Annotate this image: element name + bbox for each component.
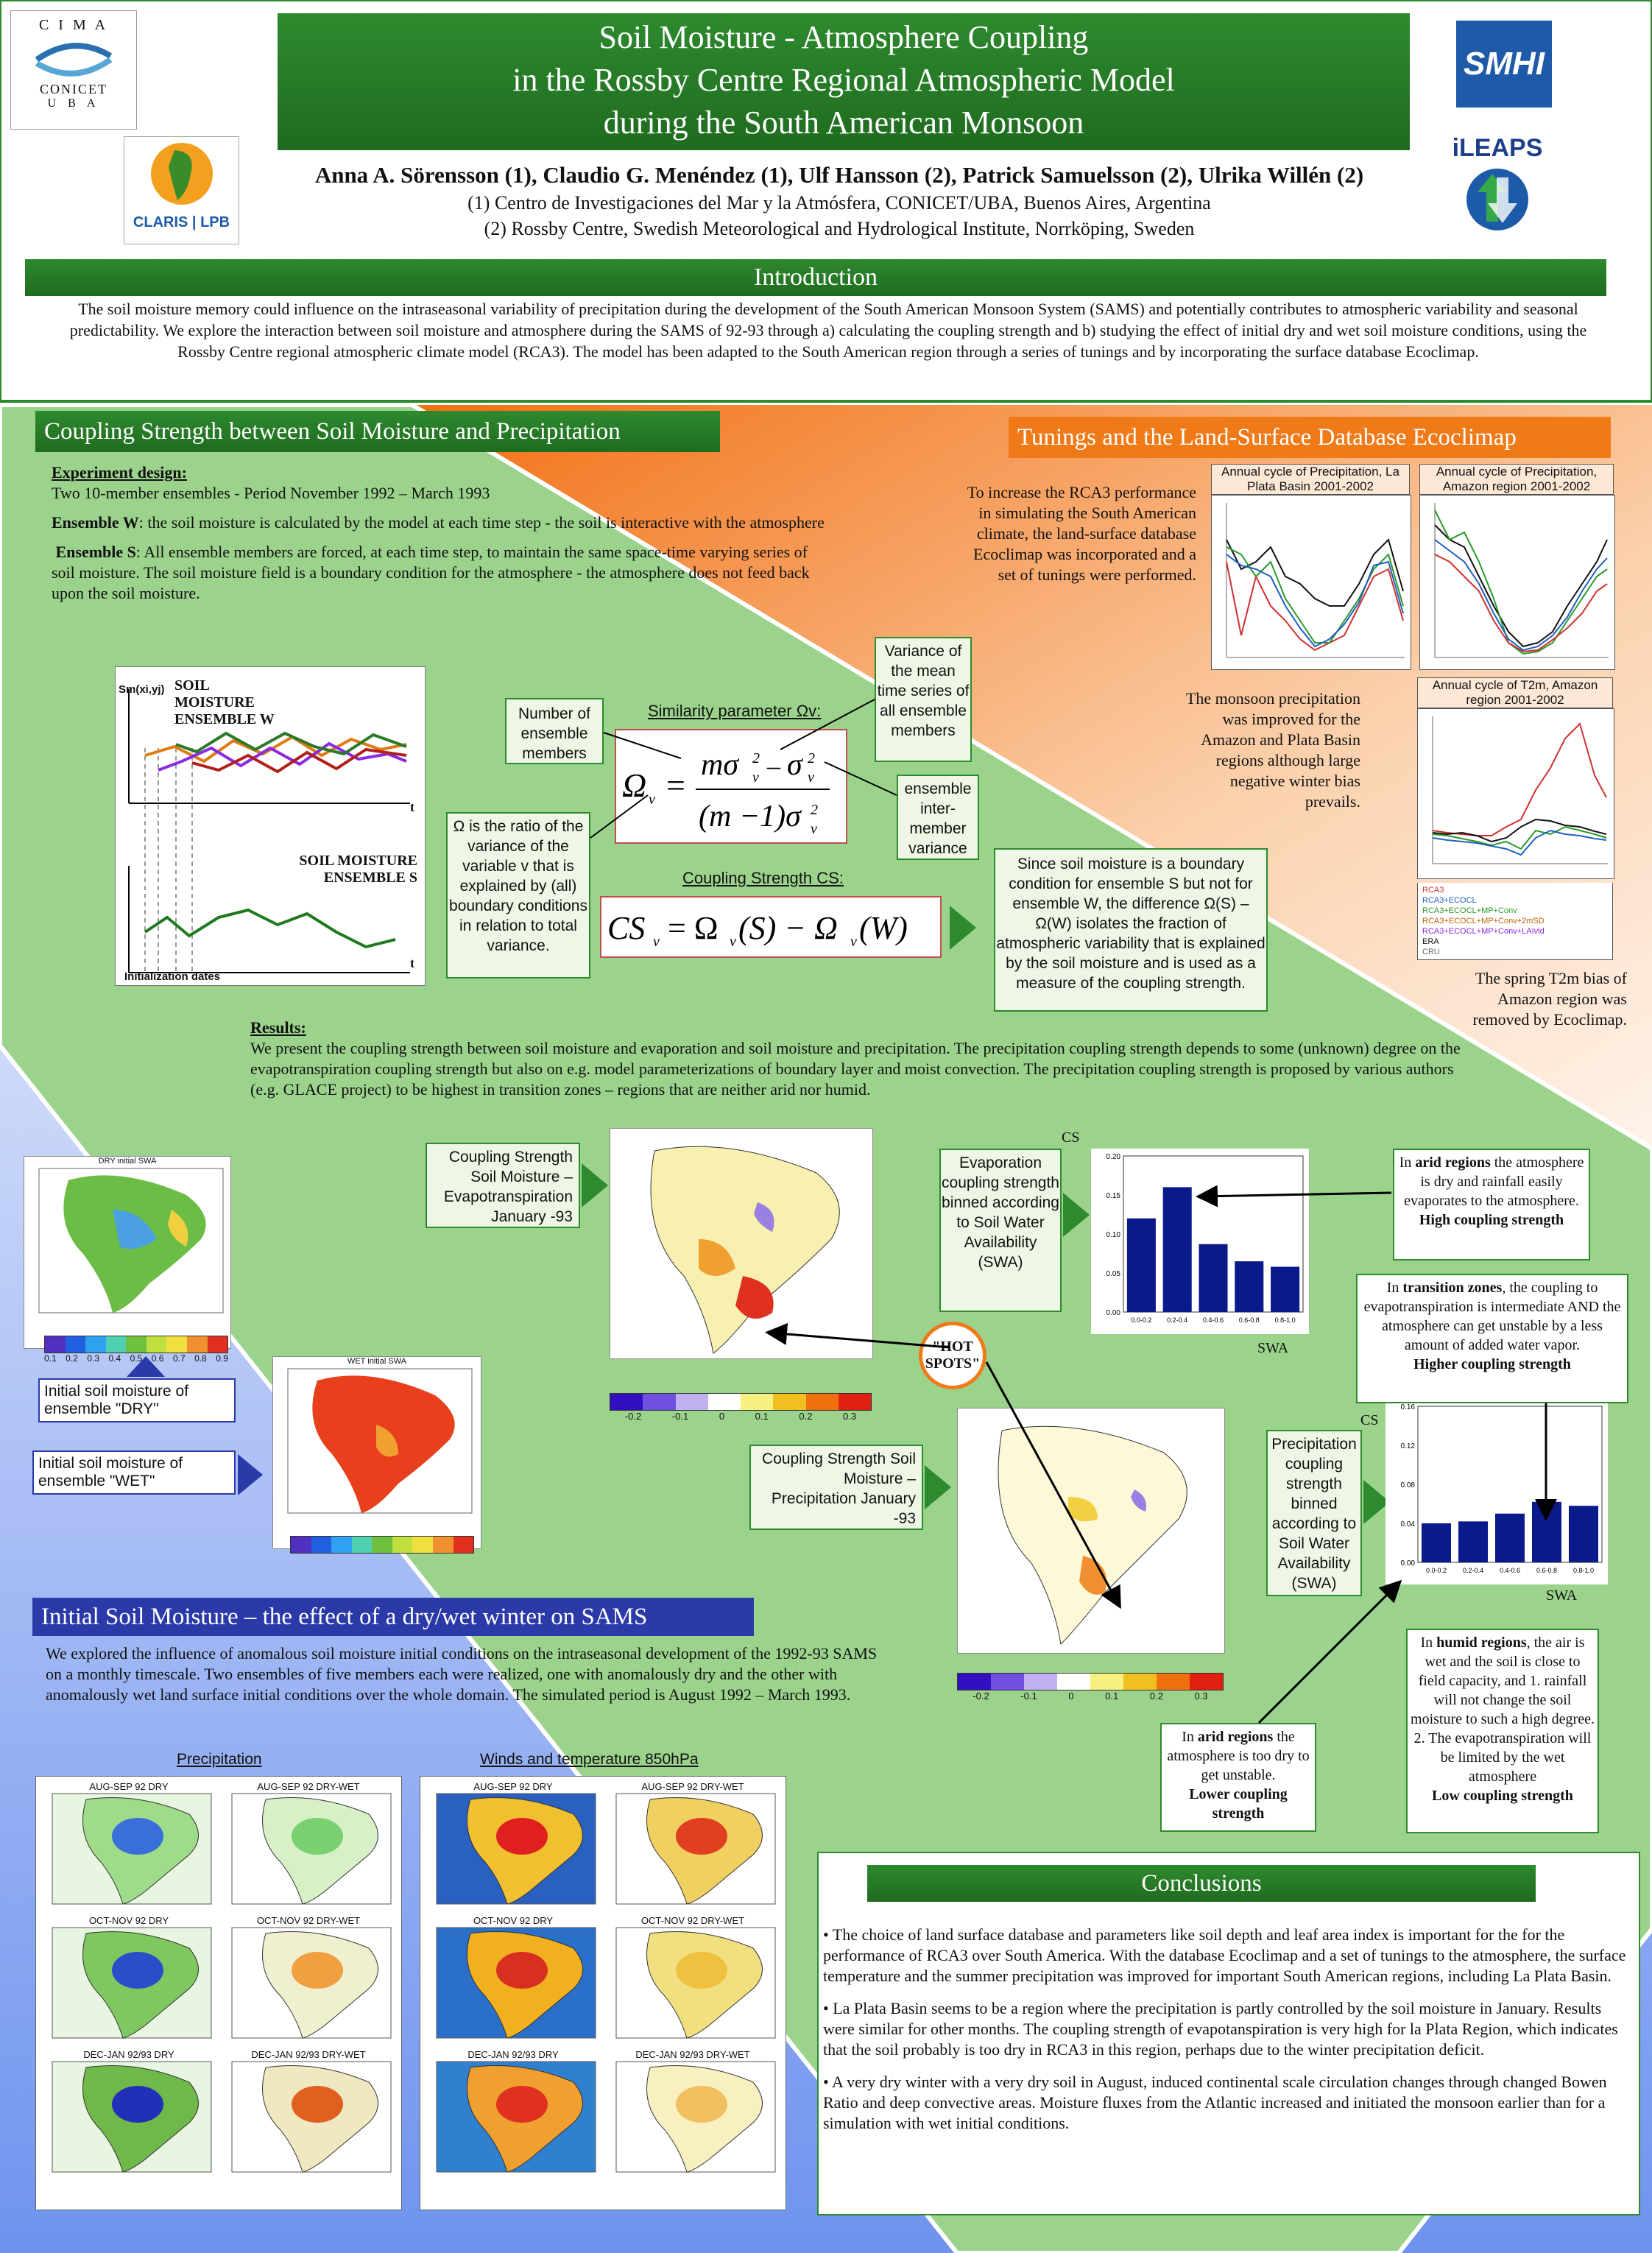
transition-pre: In <box>1386 1280 1403 1296</box>
evap-binned-box: Evaporation coupling strength binned according to Soil Water Availability (SWA) <box>939 1149 1062 1312</box>
schematic-t-label-w: t <box>410 800 414 814</box>
precipitation-panels <box>35 1776 402 2210</box>
tunings-heading: Tunings and the Land-Surface Database Ecoclimap <box>1009 417 1611 458</box>
title-line-3: during the South American Monsoon <box>603 105 1084 141</box>
legend-item: RCA3+ECOCL+MP+Conv+LAIvld <box>1422 927 1545 936</box>
initial-text: We explored the influence of anomalous soil moisture initial conditions on the intraseasonal development of the 1992-93 SAMS on a monthly timescale. Two ensembles of five members each were realized, one with anomalously dry and the other with anomalously wet land surface initial conditions over the whole domain. The simulated period is August 1992 – March 1993. <box>46 1644 878 1704</box>
y-tick-label: 0.08 <box>1400 1481 1415 1489</box>
cbar-label: 0.2 <box>66 1353 78 1364</box>
cbar-label: 0.9 <box>216 1353 228 1364</box>
schematic-init-dates: Initialization dates <box>124 970 221 983</box>
svg-text:v: v <box>752 769 759 786</box>
svg-text:–: – <box>767 751 780 780</box>
transition-text: , the coupling to evapotranspiration is intermediate AND the atmosphere can get unstable by a less amount of added water vapor. <box>1363 1280 1621 1353</box>
intro-text: The soil moisture memory could influence on the intraseasonal variability of precipitation during the development of the South American Monsoon System (SAMS) and potentially contributes to atmospheric variability and seasonal predictability. We explore the interaction between soil moisture and atmosphere during the SAMS of 92-93 through a) calculating the coupling strength and b) studying the effect of initial dry and wet soil moisture conditions, using the Rossby Centre regional atmospheric climate model (RCA3). The model has been adapted to the South American region through a series of tunings and by incorporating the surface database Ecoclimap. <box>69 300 1587 361</box>
evap-cs-axis-label: CS <box>1062 1129 1080 1146</box>
chart-precip-amazon-title: Annual cycle of Precipitation, Amazon region 2001-2002 <box>1419 464 1614 495</box>
svg-text:v: v <box>649 791 655 808</box>
cbar-label: 0.5 <box>130 1353 143 1364</box>
map-panel-drawing <box>426 1792 600 1907</box>
arid-evap-conclusion: High coupling strength <box>1419 1212 1564 1228</box>
members-box: Number of ensemble members <box>505 698 604 764</box>
cbar-label: 0.3 <box>87 1353 99 1364</box>
svg-text:v: v <box>808 769 814 786</box>
intermember-box: ensemble inter-member variance <box>897 775 979 860</box>
cbar-label: 0.1 <box>44 1353 57 1364</box>
chart-t2m-amazon-title: Annual cycle of T2m, Amazon region 2001-2002 <box>1417 677 1613 708</box>
svg-text:mσ: mσ <box>701 748 739 782</box>
affiliation-2: (2) Rossby Centre, Swedish Meteorological and Hydrological Institute, Norrköping, Sweden <box>484 218 1195 239</box>
intro-heading: Introduction <box>25 259 1606 296</box>
map-panel-drawing <box>42 1926 216 2041</box>
map-panel-drawing <box>222 1792 395 1907</box>
map-panel-drawing <box>426 2060 600 2175</box>
chart-precip-laplata <box>1211 464 1410 670</box>
x-tick-label: 0.6-0.8 <box>1536 1567 1558 1574</box>
conclusions-list <box>823 1925 1630 2134</box>
svg-text:2: 2 <box>811 802 818 818</box>
map-panel <box>606 2049 780 2179</box>
variance-mean-box: Variance of the mean time series of all ensemble members <box>875 637 972 762</box>
cs-prec-label: Coupling Strength Soil Moisture – Precipitation January -93 <box>749 1445 923 1530</box>
map-panel-title: DEC-JAN 92/93 DRY <box>467 2049 559 2060</box>
humid-bold: humid regions <box>1436 1635 1527 1651</box>
y-tick-label: 0.05 <box>1106 1270 1120 1278</box>
arid-prec-bold: arid regions <box>1197 1729 1274 1745</box>
x-tick-label: 0.2-0.4 <box>1462 1567 1484 1574</box>
cbar-label: 0.3 <box>843 1411 857 1422</box>
svg-text:2: 2 <box>808 750 815 766</box>
prec-cs-axis-label: CS <box>1360 1412 1379 1428</box>
coupling-heading: Coupling Strength between Soil Moisture and Precipitation <box>35 411 720 452</box>
y-tick-label: 0.16 <box>1400 1403 1415 1411</box>
chart-precip-laplata-plot <box>1211 495 1411 670</box>
y-tick-label: 0.20 <box>1106 1153 1120 1161</box>
arid-evap-text: the atmosphere is dry and rainfall easily evaporates to the atmosphere. <box>1404 1154 1584 1209</box>
svg-text:v: v <box>653 934 660 950</box>
cbar-label: 0.3 <box>1194 1690 1208 1702</box>
cs-label: Coupling Strength CS: <box>682 869 844 887</box>
chart-precip-amazon-plot <box>1419 495 1615 670</box>
ensemble-w-text: : the soil moisture is calculated by the model at each time step - the soil is interactive with the atmosphere <box>138 513 825 532</box>
arid-evap-pre: In <box>1399 1154 1416 1171</box>
svg-text:CS: CS <box>607 910 646 946</box>
cbar-label: -0.1 <box>671 1411 689 1422</box>
svg-text:v: v <box>811 821 817 837</box>
precipitation-title: Precipitation <box>177 1751 262 1768</box>
map-panel-title: OCT-NOV 92 DRY-WET <box>256 1915 361 1926</box>
ensemble-s-text: : All ensemble members are forced, at each time step, to maintain the same space-time varying series of soil moisture. The soil moisture field is a boundary condition for the atmosphere - the atmosphere does not feed back upon the soil moisture. <box>52 543 810 602</box>
map-panel <box>606 1915 780 2045</box>
map-panel-title: OCT-NOV 92 DRY <box>473 1915 554 1926</box>
chart-precip-amazon <box>1419 464 1614 670</box>
conclusion-item: • A very dry winter with a very dry soil in August, induced continental scale circulation changes through changed Bowen Ratio and deep convective areas. Moisture fluxes from the Atlantic increased and initiated the monsoon earlier than for a simulation with wet initial conditions. <box>823 2073 1607 2132</box>
conclusion-item: • La Plata Basin seems to be a region where the precipitation is partly controlled by the soil moisture in January. Results were similar for other months. The coupling strength of evapotanspiration is very high for la Plata Region, which indicates that the soil probably is too dry in RCA3 in this region, perhaps due to the winter precipitation deficit. <box>823 1999 1618 2059</box>
similarity-label: Similarity parameter Ωv: <box>648 702 822 720</box>
prec-binned-box: Precipitation coupling strength binned according to Soil Water Availability (SWA) <box>1266 1430 1362 1596</box>
map-panel <box>606 1781 780 1911</box>
x-tick-label: 0.4-0.6 <box>1202 1316 1224 1324</box>
svg-text:(W): (W) <box>859 910 908 946</box>
map-panel-drawing <box>222 2060 395 2175</box>
tunings-text-1: To increase the RCA3 performance in simulating the South American climate, the land-surface database Ecoclimap was incorporated and a set of tunings were performed. <box>967 483 1196 584</box>
cbar-label: 0.2 <box>799 1411 813 1422</box>
ini-wet-label: Initial soil moisture of ensemble "WET" <box>32 1450 236 1495</box>
title-line-2: in the Rossby Centre Regional Atmospheric Model <box>512 62 1175 98</box>
cbar-label: 0.2 <box>1149 1690 1163 1702</box>
experiment-text: Two 10-member ensembles - Period November 1992 – March 1993 <box>52 484 490 502</box>
cbar-label: 0 <box>1068 1690 1074 1702</box>
chart-precip-laplata-title: Annual cycle of Precipitation, La Plata Basin 2001-2002 <box>1211 464 1410 495</box>
map-panel-title: OCT-NOV 92 DRY-WET <box>640 1915 745 1926</box>
map-dry-title: DRY initial SWA <box>98 1157 157 1166</box>
smhi-logo-text: SMHI <box>1464 46 1545 82</box>
hot-spots-badge: "HOT SPOTS" <box>919 1322 986 1389</box>
conclusion-item: • The choice of land surface database and parameters like soil depth and leaf area index is important for the for the performance of RCA3 over South America. With the database Ecoclimap and a set of tunings to the atmosphere, the surface temperature and the summer precipitation was improved for important South American regions, including La Plata Basin. <box>823 1925 1626 1985</box>
map-panel-drawing <box>606 1926 780 2041</box>
y-tick-label: 0.12 <box>1400 1442 1415 1450</box>
map-wet-title: WET initial SWA <box>347 1357 407 1366</box>
ensemble-w-label: Ensemble W <box>52 513 139 532</box>
map-panel-drawing <box>222 1926 395 2041</box>
cbar-label: 0.1 <box>1105 1690 1119 1702</box>
evap-swa-axis-label: SWA <box>1257 1340 1289 1356</box>
cs-evap-label: Coupling Strength Soil Moisture – Evapotranspiration January -93 <box>426 1143 580 1228</box>
schematic-ylabel: Sm(xi,yj) <box>119 683 165 696</box>
map-panel-title: DEC-JAN 92/93 DRY-WET <box>251 2049 366 2060</box>
omega-explanation-box: Ω is the ratio of the variance of the variable v that is explained by (all) boundary conditions in relation to total variance. <box>446 812 590 979</box>
map-panel-drawing <box>42 1792 216 1907</box>
legend-item: RCA3 <box>1422 886 1444 895</box>
map-panel-title: DEC-JAN 92/93 DRY-WET <box>635 2049 750 2060</box>
t2m-legend <box>1417 883 1613 960</box>
legend-item: RCA3+ECOCL <box>1422 896 1477 905</box>
map-panel-drawing <box>606 2060 780 2175</box>
x-tick-label: 0.0-0.2 <box>1425 1567 1447 1574</box>
cbar-label: 0.4 <box>108 1353 121 1364</box>
affiliation-1: (1) Centro de Investigaciones del Mar y la Atmósfera, CONICET/UBA, Buenos Aires, Argentina <box>467 192 1211 214</box>
map-panel-title: AUG-SEP 92 DRY-WET <box>641 1781 744 1792</box>
ensemble-s-label: Ensemble S <box>55 543 136 561</box>
schematic-t-label-s: t <box>410 956 414 970</box>
y-tick-label: 0.10 <box>1106 1231 1120 1239</box>
cbar-label: 0.7 <box>172 1353 186 1364</box>
cima-logo-bottom: U B A <box>47 97 100 110</box>
svg-text:v: v <box>730 934 736 950</box>
conclusions-heading: Conclusions <box>867 1865 1536 1902</box>
map-panel <box>426 2049 600 2179</box>
experiment-label: Experiment design: <box>52 463 187 482</box>
map-panel <box>222 1781 395 1911</box>
y-tick-label: 0.15 <box>1106 1192 1120 1200</box>
map-panel-drawing <box>42 2060 216 2175</box>
map-panel-title: AUG-SEP 92 DRY <box>473 1781 553 1792</box>
cbar-label: -0.1 <box>1020 1690 1037 1702</box>
arid-evap-bold: arid regions <box>1415 1154 1491 1171</box>
transition-bold: transition zones <box>1402 1280 1503 1296</box>
title-line-1: Soil Moisture - Atmosphere Coupling <box>599 19 1089 55</box>
map-panel <box>42 1915 216 2045</box>
ini-dry-label: Initial soil moisture of ensemble "DRY" <box>38 1378 236 1422</box>
winds-panels <box>420 1776 786 2210</box>
y-tick-label: 0.00 <box>1400 1559 1415 1568</box>
x-tick-label: 0.2-0.4 <box>1167 1316 1188 1324</box>
cbar-label: 0.6 <box>151 1353 164 1364</box>
svg-text:(m −1)σ: (m −1)σ <box>699 800 801 833</box>
schematic-title-w: SOIL MOISTURE ENSEMBLE W <box>174 677 275 727</box>
legend-item: ERA <box>1422 937 1439 946</box>
chart-t2m-amazon <box>1417 677 1613 956</box>
claris-logo-text: CLARIS | LPB <box>133 214 230 230</box>
map-panel <box>426 1781 600 1911</box>
svg-text:Ω: Ω <box>622 766 647 804</box>
cbar-label: 0.8 <box>194 1353 207 1364</box>
svg-text:v: v <box>850 934 857 950</box>
humid-conclusion: Low coupling strength <box>1432 1788 1573 1804</box>
winds-title: Winds and temperature 850hPa <box>480 1751 699 1768</box>
chart-t2m-amazon-plot <box>1417 708 1614 879</box>
x-tick-label: 0.4-0.6 <box>1499 1567 1521 1574</box>
legend-item: RCA3+ECOCL+MP+Conv+2mSD <box>1422 917 1545 925</box>
arid-prec-conclusion: Lower coupling strength <box>1189 1786 1288 1822</box>
humid-pre: In <box>1420 1635 1437 1651</box>
initial-heading: Initial Soil Moisture – the effect of a dry/wet winter on SAMS <box>32 1598 754 1636</box>
svg-text:σ: σ <box>787 748 802 782</box>
y-tick-label: 0.04 <box>1400 1520 1415 1529</box>
authors: Anna A. Sörensson (1), Claudio G. Menéndez (1), Ulf Hansson (2), Patrick Samuelsson (2), Ulrika Willén (2) <box>314 162 1364 188</box>
y-tick-label: 0.00 <box>1106 1309 1120 1317</box>
map-panel-drawing <box>426 1926 600 2041</box>
map-panel-drawing <box>606 1792 780 1907</box>
humid-text: , the air is wet and the soil is close to field capacity, and 1. rainfall will not change the soil moisture to such a high degree. 2. The evapotranspiration will be limited by the wet atmosphere <box>1411 1635 1595 1785</box>
map-panel <box>222 2049 395 2179</box>
cima-logo-mid: CONICET <box>40 82 107 96</box>
prec-swa-axis-label: SWA <box>1546 1587 1578 1604</box>
cima-logo-top: C I M A <box>38 17 109 33</box>
map-panel <box>426 1915 600 2045</box>
cbar-label: 0.1 <box>755 1411 769 1422</box>
map-panel <box>42 1781 216 1911</box>
map-panel-title: OCT-NOV 92 DRY <box>88 1915 169 1926</box>
tunings-text-3: The spring T2m bias of Amazon region was removed by Ecoclimap. <box>1472 969 1627 1029</box>
map-panel <box>222 1915 395 2045</box>
svg-text:2: 2 <box>752 750 760 766</box>
arid-prec-text: the atmosphere is too dry to get unstable. <box>1167 1729 1310 1783</box>
legend-item: CRU <box>1422 948 1440 956</box>
since-box: Since soil moisture is a boundary condition for ensemble S but not for ensemble W, the difference Ω(S) – Ω(W) isolates the fraction of atmospheric variability that is explained by the soil moisture and is used as a measure of the coupling strength. <box>994 848 1268 1012</box>
svg-text:(S) − Ω: (S) − Ω <box>738 910 838 946</box>
x-tick-label: 0.0-0.2 <box>1131 1316 1152 1324</box>
x-tick-label: 0.6-0.8 <box>1238 1316 1260 1324</box>
map-panel <box>42 2049 216 2179</box>
tunings-text-2: The monsoon precipitation was improved for the Amazon and Plata Basin regions although large negative winter bias prevails. <box>1185 689 1360 811</box>
transition-conclusion: Higher coupling strength <box>1413 1356 1571 1372</box>
map-panel-title: AUG-SEP 92 DRY <box>89 1781 169 1792</box>
ileaps-logo-text: iLEAPS <box>1452 134 1543 162</box>
arid-prec-pre: In <box>1182 1729 1198 1745</box>
legend-item: RCA3+ECOCL+MP+Conv <box>1422 906 1517 915</box>
results-text: We present the coupling strength between soil moisture and evaporation and soil moisture and precipitation. The precipitation coupling strength depends to some (unknown) degree on the evapotranspiration coupling strength but also on e.g. model parameterizations of boundary layer and moist convection. The precipitation coupling strength is proposed by various authors (e.g. GLACE project) to be highest in transition zones – regions that are neither arid nor humid. <box>250 1039 1461 1099</box>
map-panel-title: DEC-JAN 92/93 DRY <box>83 2049 174 2060</box>
svg-text:=: = <box>666 766 685 804</box>
svg-text:= Ω: = Ω <box>668 910 719 946</box>
map-panel-title: AUG-SEP 92 DRY-WET <box>257 1781 360 1792</box>
cbar-label: -0.2 <box>624 1411 642 1422</box>
cbar-label: -0.2 <box>973 1690 989 1702</box>
results-label: Results: <box>250 1018 306 1037</box>
x-tick-label: 0.8-1.0 <box>1572 1567 1595 1574</box>
x-tick-label: 0.8-1.0 <box>1274 1316 1296 1324</box>
results <box>250 1018 1472 1100</box>
schematic-title-s: SOIL MOISTURE ENSEMBLE S <box>299 853 417 886</box>
cbar-label: 0 <box>719 1411 725 1422</box>
